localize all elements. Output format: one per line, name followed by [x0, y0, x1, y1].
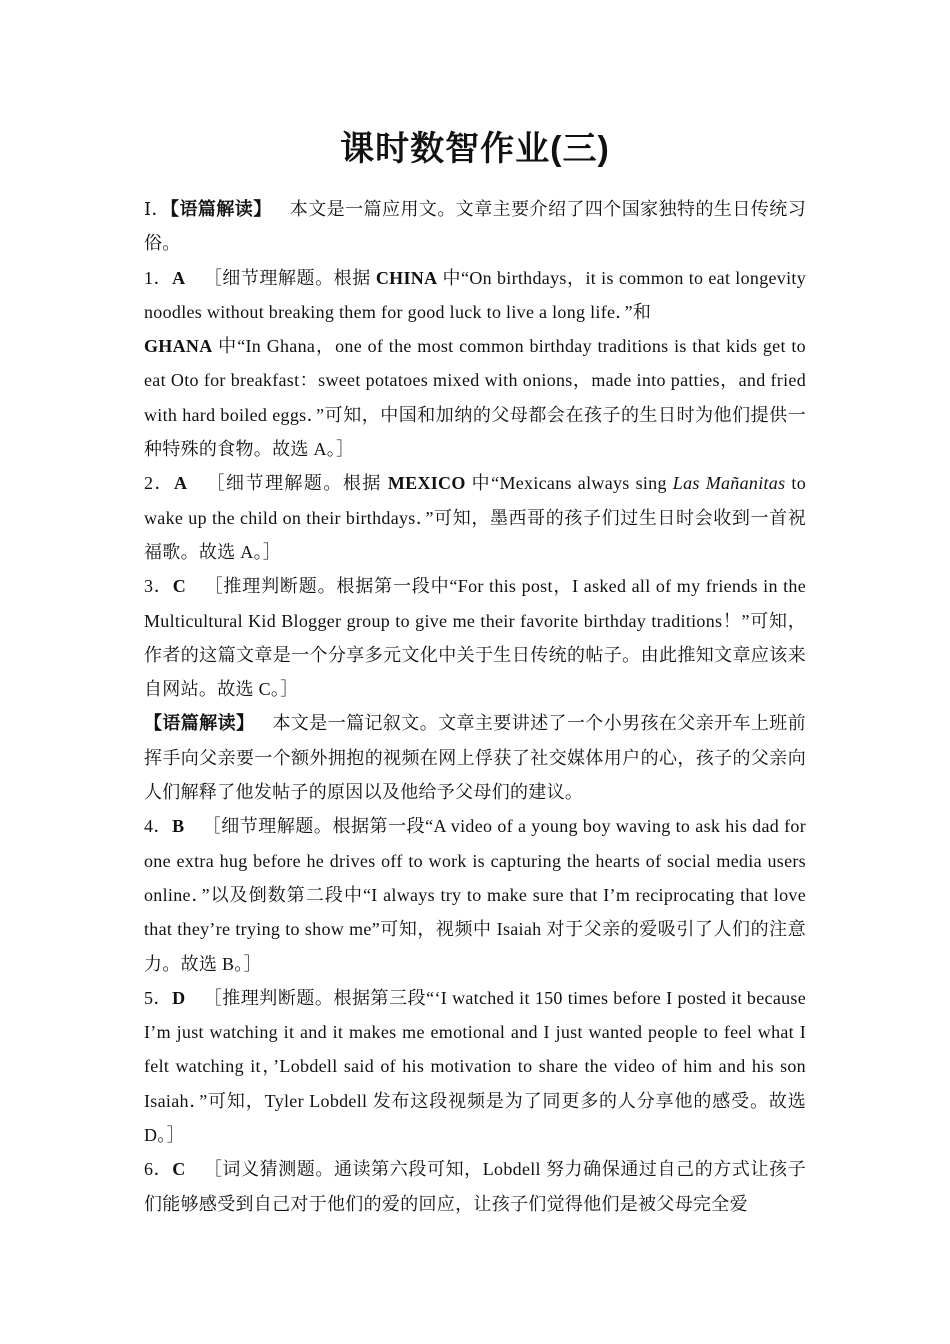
keyword-ghana: GHANA	[144, 336, 213, 357]
explanation-text: 中“On birthdays，it is common to eat longevity noodles without breaking them for good luck to live a long life．”和	[144, 267, 806, 322]
answer-item-1	[144, 261, 806, 467]
question-number: 3．	[144, 576, 173, 597]
keyword-mexico: MEXICO	[387, 473, 466, 494]
reading-label: 【语篇解读】	[170, 199, 272, 219]
explanation-text: ［细节理解题。根据第一段“A video of a young boy waving to ask his dad for one extra hug before he drives off to work is capturing the hearts of social media users online．”以及倒数第二段中“I always try to make sure that I’m reciprocating that love that they’re trying to show me”可知，视频中 Isaiah 对于父亲的爱吸引了人们的注意力。故选 B。］	[144, 816, 806, 974]
explanation-text: 中“In Ghana，one of the most common birthday traditions is that kids get to eat Oto for breakfast：sweet potatoes mixed with onions，made into patties，and fried with hard boiled eggs．”可知，中国和加纳的父母都会在孩子的生日时为他们提供一种特殊的食物。故选 A。］	[144, 336, 806, 460]
section-summary: 本文是一篇记叙文。文章主要讲述了一个小男孩在父亲开车上班前挥手向父亲要一个额外拥抱的视频在网上俘获了社交媒体用户的心，孩子的父亲向人们解释了他发帖子的原因以及他给予父母们的建议。	[144, 713, 806, 803]
answer-letter: C	[172, 576, 186, 597]
reading-label: 【语篇解读】	[144, 713, 255, 734]
question-number: 5．	[144, 987, 173, 1008]
explanation-text: ［词义猜测题。通读第六段可知，Lobdell 努力确保通过自己的方式让孩子们能够感受到自己对于他们的爱的回应，让孩子们觉得他们是被父母完全爱	[144, 1159, 806, 1214]
answer-item-3	[144, 569, 806, 706]
question-number: 1．	[144, 267, 173, 288]
answer-letter: C	[172, 1159, 186, 1180]
section-1-intro	[144, 192, 806, 261]
section-2-intro	[144, 706, 806, 809]
song-title: Las Mañanitas	[672, 473, 786, 494]
keyword-china: CHINA	[375, 267, 438, 288]
answer-item-6	[144, 1152, 806, 1221]
explanation-text: ［推理判断题。根据第三段“‘I watched it 150 times before I posted it because I’m just watching it and it makes me emotional and I just wanted people to feel what I felt watching it，’Lobdell said of his motivation to share the video of him and his son Isaiah．”可知，Tyler Lobdell 发布这段视频是为了同更多的人分享他的感受。故选 D。］	[144, 987, 806, 1146]
explanation-text: ［细节理解题。根据	[203, 267, 371, 288]
answer-letter: D	[172, 987, 186, 1008]
answer-item-4	[144, 809, 806, 980]
document-page	[144, 118, 806, 1221]
answer-letter: A	[172, 267, 186, 288]
section-number: Ⅰ．	[144, 199, 170, 219]
answer-letter: B	[172, 816, 185, 837]
question-number: 6．	[144, 1159, 173, 1180]
answer-letter: A	[173, 473, 188, 494]
answer-item-2	[144, 466, 806, 569]
explanation-text: ［细节理解题。根据	[205, 473, 382, 494]
answer-item-5	[144, 981, 806, 1152]
explanation-text: to wake up the child on their birthdays．”可知，墨西哥的孩子们过生日时会收到一首祝福歌。故选 A。］	[144, 473, 807, 562]
question-number: 4．	[144, 816, 173, 837]
page-title: 课时数智作业(三)	[340, 130, 610, 168]
question-number: 2．	[144, 473, 174, 494]
section-summary: 本文是一篇应用文。文章主要介绍了四个国家独特的生日传统习俗。	[144, 199, 806, 254]
explanation-text: 中“Mexicans always sing	[471, 473, 667, 494]
explanation-text: ［推理判断题。根据第一段中“For this post，I asked all of my friends in the Multicultural Kid Blogger group to give me their favorite birthday traditions！”可知，作者的这篇文章是一个分享多元文化中关于生日传统的帖子。由此推知文章应该来自网站。故选 C。］	[144, 576, 806, 700]
